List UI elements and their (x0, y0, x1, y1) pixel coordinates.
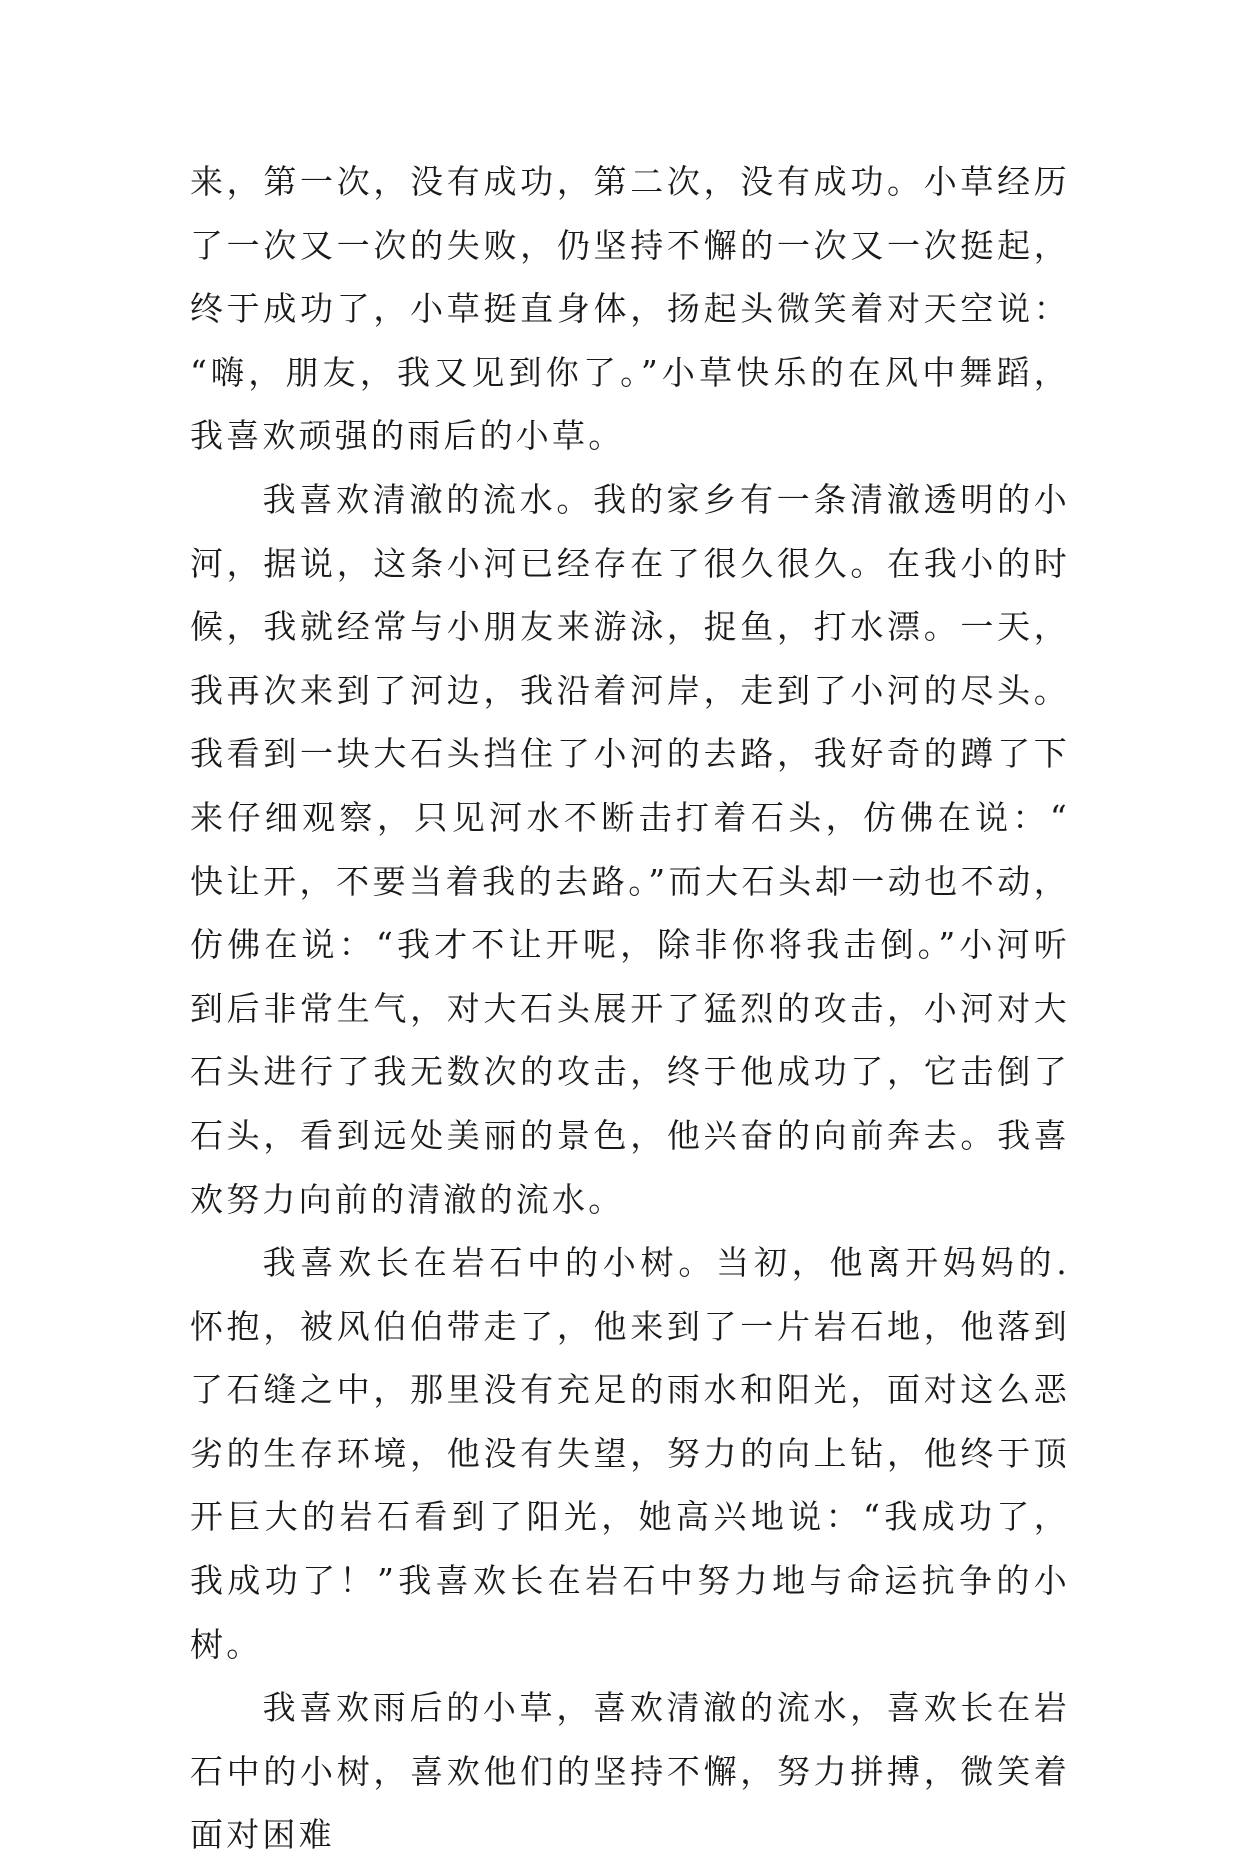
paragraph-summary: 我喜欢雨后的小草，喜欢清澈的流水，喜欢长在岩石中的小树，喜欢他们的坚持不懈，努力拼搏，微笑着面对困难 (190, 1688, 1070, 1855)
paragraph-tree-in-rock: 我喜欢长在岩石中的小树。当初，他离开妈妈的.怀抱，被风伯伯带走了，他来到了一片岩石地，他落到了石缝之中，那里没有充足的雨水和阳光，面对这么恶劣的生存环境，他没有失望，努力的向上钻，他终于顶开巨大的岩石看到了阳光，她高兴地说：“我成功了，我成功了！”我喜欢长在岩石中努力地与命运抗争的小树。 (190, 1243, 1070, 1664)
paragraph-clear-water: 我喜欢清澈的流水。我的家乡有一条清澈透明的小河，据说，这条小河已经存在了很久很久。在我小的时候，我就经常与小朋友来游泳，捉鱼，打水漂。一天，我再次来到了河边，我沿着河岸，走到了小河的尽头。我看到一块大石头挡住了小河的去路，我好奇的蹲了下来仔细观察，只见河水不断击打着石头，仿佛在说：“快让开，不要当着我的去路。”而大石头却一动也不动，仿佛在说：“我才不让开呢，除非你将我击倒。”小河听到后非常生气，对大石头展开了猛烈的攻击，小河对大石头进行了我无数次的攻击，终于他成功了，它击倒了石头，看到远处美丽的景色，他兴奋的向前奔去。我喜欢努力向前的清澈的流水。 (190, 479, 1070, 1219)
paragraph-continuation: 来，第一次，没有成功，第二次，没有成功。小草经历了一次又一次的失败，仍坚持不懈的一次又一次挺起，终于成功了，小草挺直身体，扬起头微笑着对天空说：“嗨，朋友，我又见到你了。”小草快乐的在风中舞蹈，我喜欢顽强的雨后的小草。 (190, 162, 1070, 456)
document-body (190, 150, 1070, 1867)
